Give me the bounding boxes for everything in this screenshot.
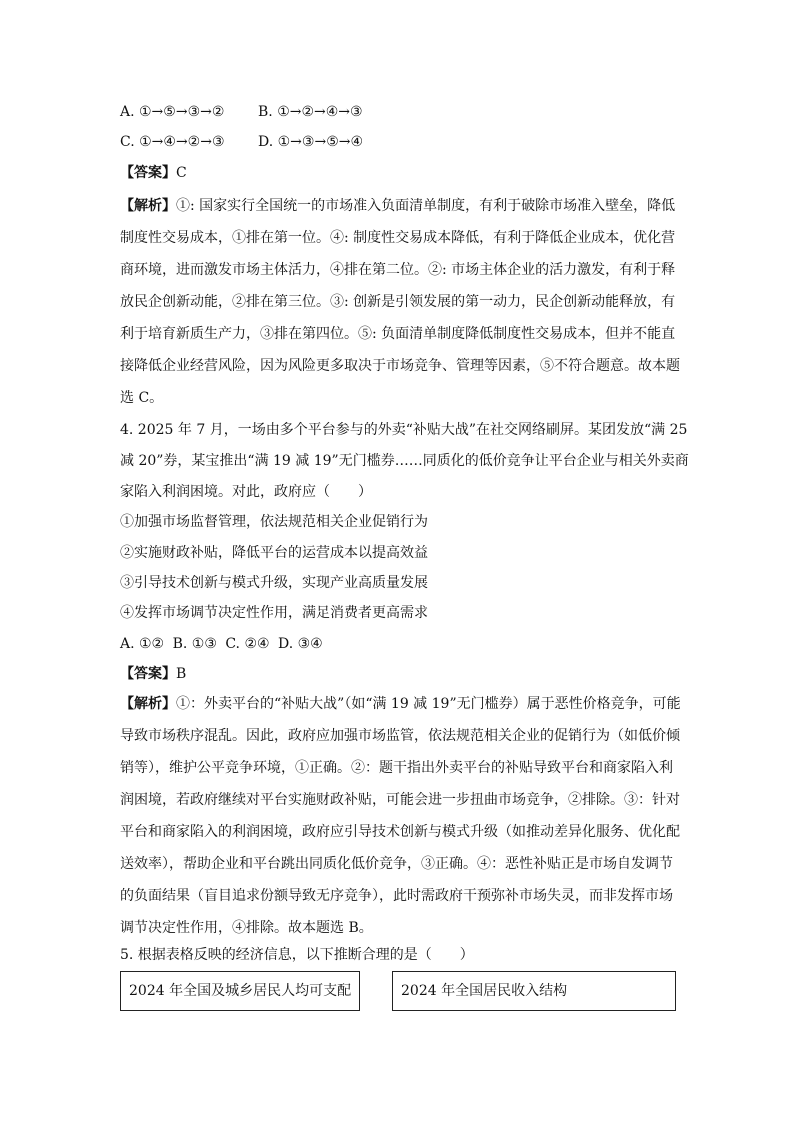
- q3-analysis-line-3: 商环境，进而激发市场主体活力，④排在第二位。②: 市场主体企业的活力激发，有利于释: [120, 262, 676, 278]
- q3-option-c: C. ①→④→②→③: [120, 134, 225, 150]
- q4-option-d: D. ③④: [278, 636, 323, 652]
- q4-options: [120, 634, 680, 654]
- q4-answer-label: 【答案】: [120, 666, 176, 682]
- q4-stem-line-3: 家陷入利润困境。对此，政府应（ ）: [120, 484, 372, 500]
- q4-answer-value: B: [176, 666, 187, 682]
- q3-options-row-1: [120, 102, 680, 122]
- q4-stem-line-1: 4. 2025 年 7 月，一场由多个平台参与的外卖“补贴大战”在社交网络刷屏。某团发放“满 25: [120, 422, 688, 438]
- q3-analysis-line-5: 利于培育新质生产力，③排在第四位。⑤: 负面清单制度降低制度性交易成本，但并不能直: [120, 326, 676, 342]
- q3-answer-label: 【答案】: [120, 165, 176, 181]
- q3-analysis-text: ①: 国家实行全国统一的市场准入负面清单制度，有利于破除市场准入壁垒，降低: [176, 198, 676, 214]
- q4-analysis-line-2: 导致市场秩序混乱。因此，政府应加强市场监管，依法规范相关企业的促销行为（如低价倾: [120, 728, 680, 744]
- q4-statement-4: ④发挥市场调节决定性作用，满足消费者更高需求: [120, 605, 428, 621]
- q4-stem-line-2: 减 20”券，某宝推出“满 19 减 19”无门槛券……同质化的低价竞争让平台企业与相关外卖商: [120, 453, 689, 469]
- q4-analysis-line-6: 送效率），帮助企业和平台跳出同质化低价竞争，③正确。④：恶性补贴正是市场自发调节: [120, 856, 673, 872]
- q3-analysis-line-1: [120, 196, 680, 216]
- q3-answer-value: C: [176, 165, 187, 181]
- q4-analysis-line-7: 的负面结果（盲目追求份额导致无序竞争），此时需政府干预弥补市场失灵，而非发挥市场: [120, 888, 673, 904]
- q4-analysis-line-8: 调节决定性作用，④排除。故本题选 B。: [120, 920, 373, 936]
- q3-analysis-label: 【解析】: [120, 198, 176, 214]
- q4-statement-2: ②实施财政补贴，降低平台的运营成本以提高效益: [120, 545, 428, 561]
- q3-option-b: B. ①→②→④→③: [258, 104, 363, 120]
- q4-statement-3: ③引导技术创新与模式升级，实现产业高质量发展: [120, 575, 428, 591]
- q5-stem: 5. 根据表格反映的经济信息，以下推断合理的是（ ）: [120, 947, 474, 963]
- q3-analysis-line-4: 放民企创新动能，②排在第三位。③: 创新是引领发展的第一动力，民企创新动能释放，有: [120, 294, 676, 310]
- q3-options-row-2: [120, 132, 680, 152]
- q4-analysis-line-3: 销等），维护公平竞争环境，①正确。②：题干指出外卖平台的补贴导致平台和商家陷入利: [120, 760, 673, 776]
- q3-analysis-line-2: 制度性交易成本，①排在第一位。④: 制度性交易成本降低，有利于降低企业成本，优化营: [120, 230, 676, 246]
- q4-analysis-line-1: [120, 694, 680, 714]
- q4-analysis-text: ①：外卖平台的“补贴大战”（如“满 19 减 19”无门槛券）属于恶性价格竞争，可能: [176, 696, 681, 712]
- q4-option-a: A. ①②: [120, 636, 165, 652]
- q5-table-title-left: 2024 年全国及城乡居民人均可支配: [120, 971, 360, 1011]
- q4-option-b: B. ①③: [172, 636, 217, 652]
- q4-analysis-line-4: 润困境，若政府继续对平台实施财政补贴，可能会进一步扭曲市场竞争，②排除。③：针对: [120, 792, 680, 808]
- q4-analysis-label: 【解析】: [120, 696, 176, 712]
- q5-table-title-right: 2024 年全国居民收入结构: [392, 971, 676, 1011]
- q4-answer: [120, 664, 680, 684]
- q3-option-a: A. ①→⑤→③→②: [120, 104, 225, 120]
- q4-analysis-line-5: 平台和商家陷入的利润困境，政府应引导技术创新与模式升级（如推动差异化服务、优化配: [120, 824, 680, 840]
- q3-analysis-line-6: 接降低企业经营风险，因为风险更多取决于市场竞争、管理等因素，⑤不符合题意。故本题: [120, 358, 680, 374]
- q3-answer: [120, 163, 680, 183]
- q4-statement-1: ①加强市场监督管理，依法规范相关企业促销行为: [120, 514, 428, 530]
- q3-analysis-line-7: 选 C。: [120, 390, 164, 406]
- q3-option-d: D. ①→③→⑤→④: [258, 134, 364, 150]
- q4-option-c: C. ②④: [225, 636, 270, 652]
